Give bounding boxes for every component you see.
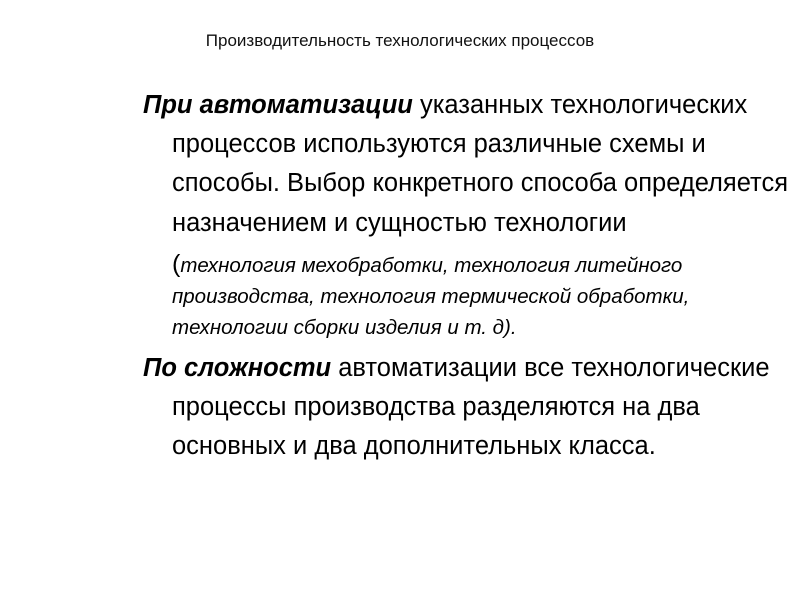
paragraph-automation-text: указанных технологических процессов используются различные схемы и способы. Выбор конкретного способа определяется назначением и сущностью технологии: [172, 91, 789, 237]
technology-examples-text: технология мехобработки, технология литейного производства, технология термической обработки, технологии сборки изделия и т. д).: [172, 253, 690, 339]
paragraph-complexity-lead: По сложности: [143, 353, 332, 382]
paragraph-complexity-text: автоматизации все технологические процессы производства разделяются на два основных и два дополнительных класса.: [172, 353, 770, 461]
slide-body: [143, 86, 793, 466]
open-parenthesis: (: [172, 249, 181, 278]
technology-examples: [143, 249, 793, 343]
slide-title: Производительность технологических процессов: [205, 31, 595, 50]
paragraph-automation-lead: При автоматизации: [143, 91, 413, 119]
paragraph-complexity: [143, 349, 793, 467]
paragraph-automation: [143, 86, 793, 243]
